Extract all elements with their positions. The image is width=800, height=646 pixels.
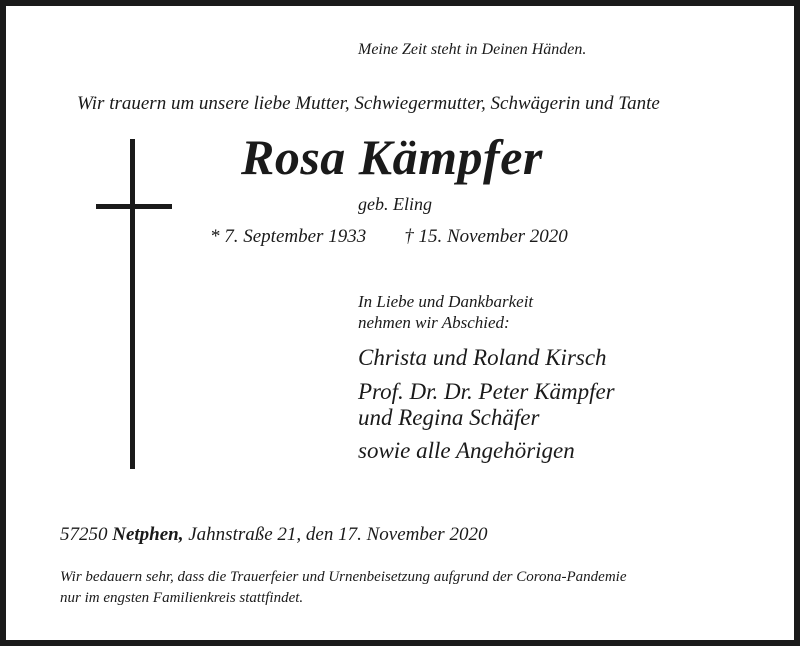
street-and-date: Jahnstraße 21, den 17. November 2020 [188, 524, 488, 545]
cross-icon-vertical [130, 139, 135, 469]
cross-icon-horizontal [96, 204, 172, 209]
address-line [60, 524, 487, 546]
mourner-line: Prof. Dr. Dr. Peter Kämpfer [358, 379, 615, 404]
city: Netphen, [112, 524, 184, 545]
intro-line: Wir trauern um unsere liebe Mutter, Schwiegermutter, Schwägerin und Tante [77, 93, 660, 114]
mourner-line: und Regina Schäfer [358, 405, 540, 430]
mourner-entry [358, 345, 718, 371]
death-date: † 15. November 2020 [404, 226, 568, 247]
deceased-name: Rosa Kämpfer [241, 129, 543, 185]
motto: Meine Zeit steht in Deinen Händen. [358, 41, 587, 58]
mourner-entry [358, 438, 718, 464]
mourner-entry [358, 379, 718, 431]
note-line: Wir bedauern sehr, dass die Trauerfeier und Urnenbeisetzung aufgrund der Corona-Pandemie [60, 569, 627, 585]
funeral-note [60, 567, 760, 609]
mourner-line: Christa und Roland Kirsch [358, 345, 607, 370]
life-dates [210, 226, 568, 248]
farewell-line: nehmen wir Abschied: [358, 313, 510, 332]
farewell-line: In Liebe und Dankbarkeit [358, 292, 534, 311]
farewell-text [358, 291, 618, 333]
postcode: 57250 [60, 524, 108, 545]
birth-date: * 7. September 1933 [210, 226, 367, 247]
mourners-list [358, 345, 718, 472]
mourner-line: sowie alle Angehörigen [358, 438, 575, 463]
note-line: nur im engsten Familienkreis stattfindet. [60, 590, 304, 606]
born-name: geb. Eling [358, 194, 432, 214]
